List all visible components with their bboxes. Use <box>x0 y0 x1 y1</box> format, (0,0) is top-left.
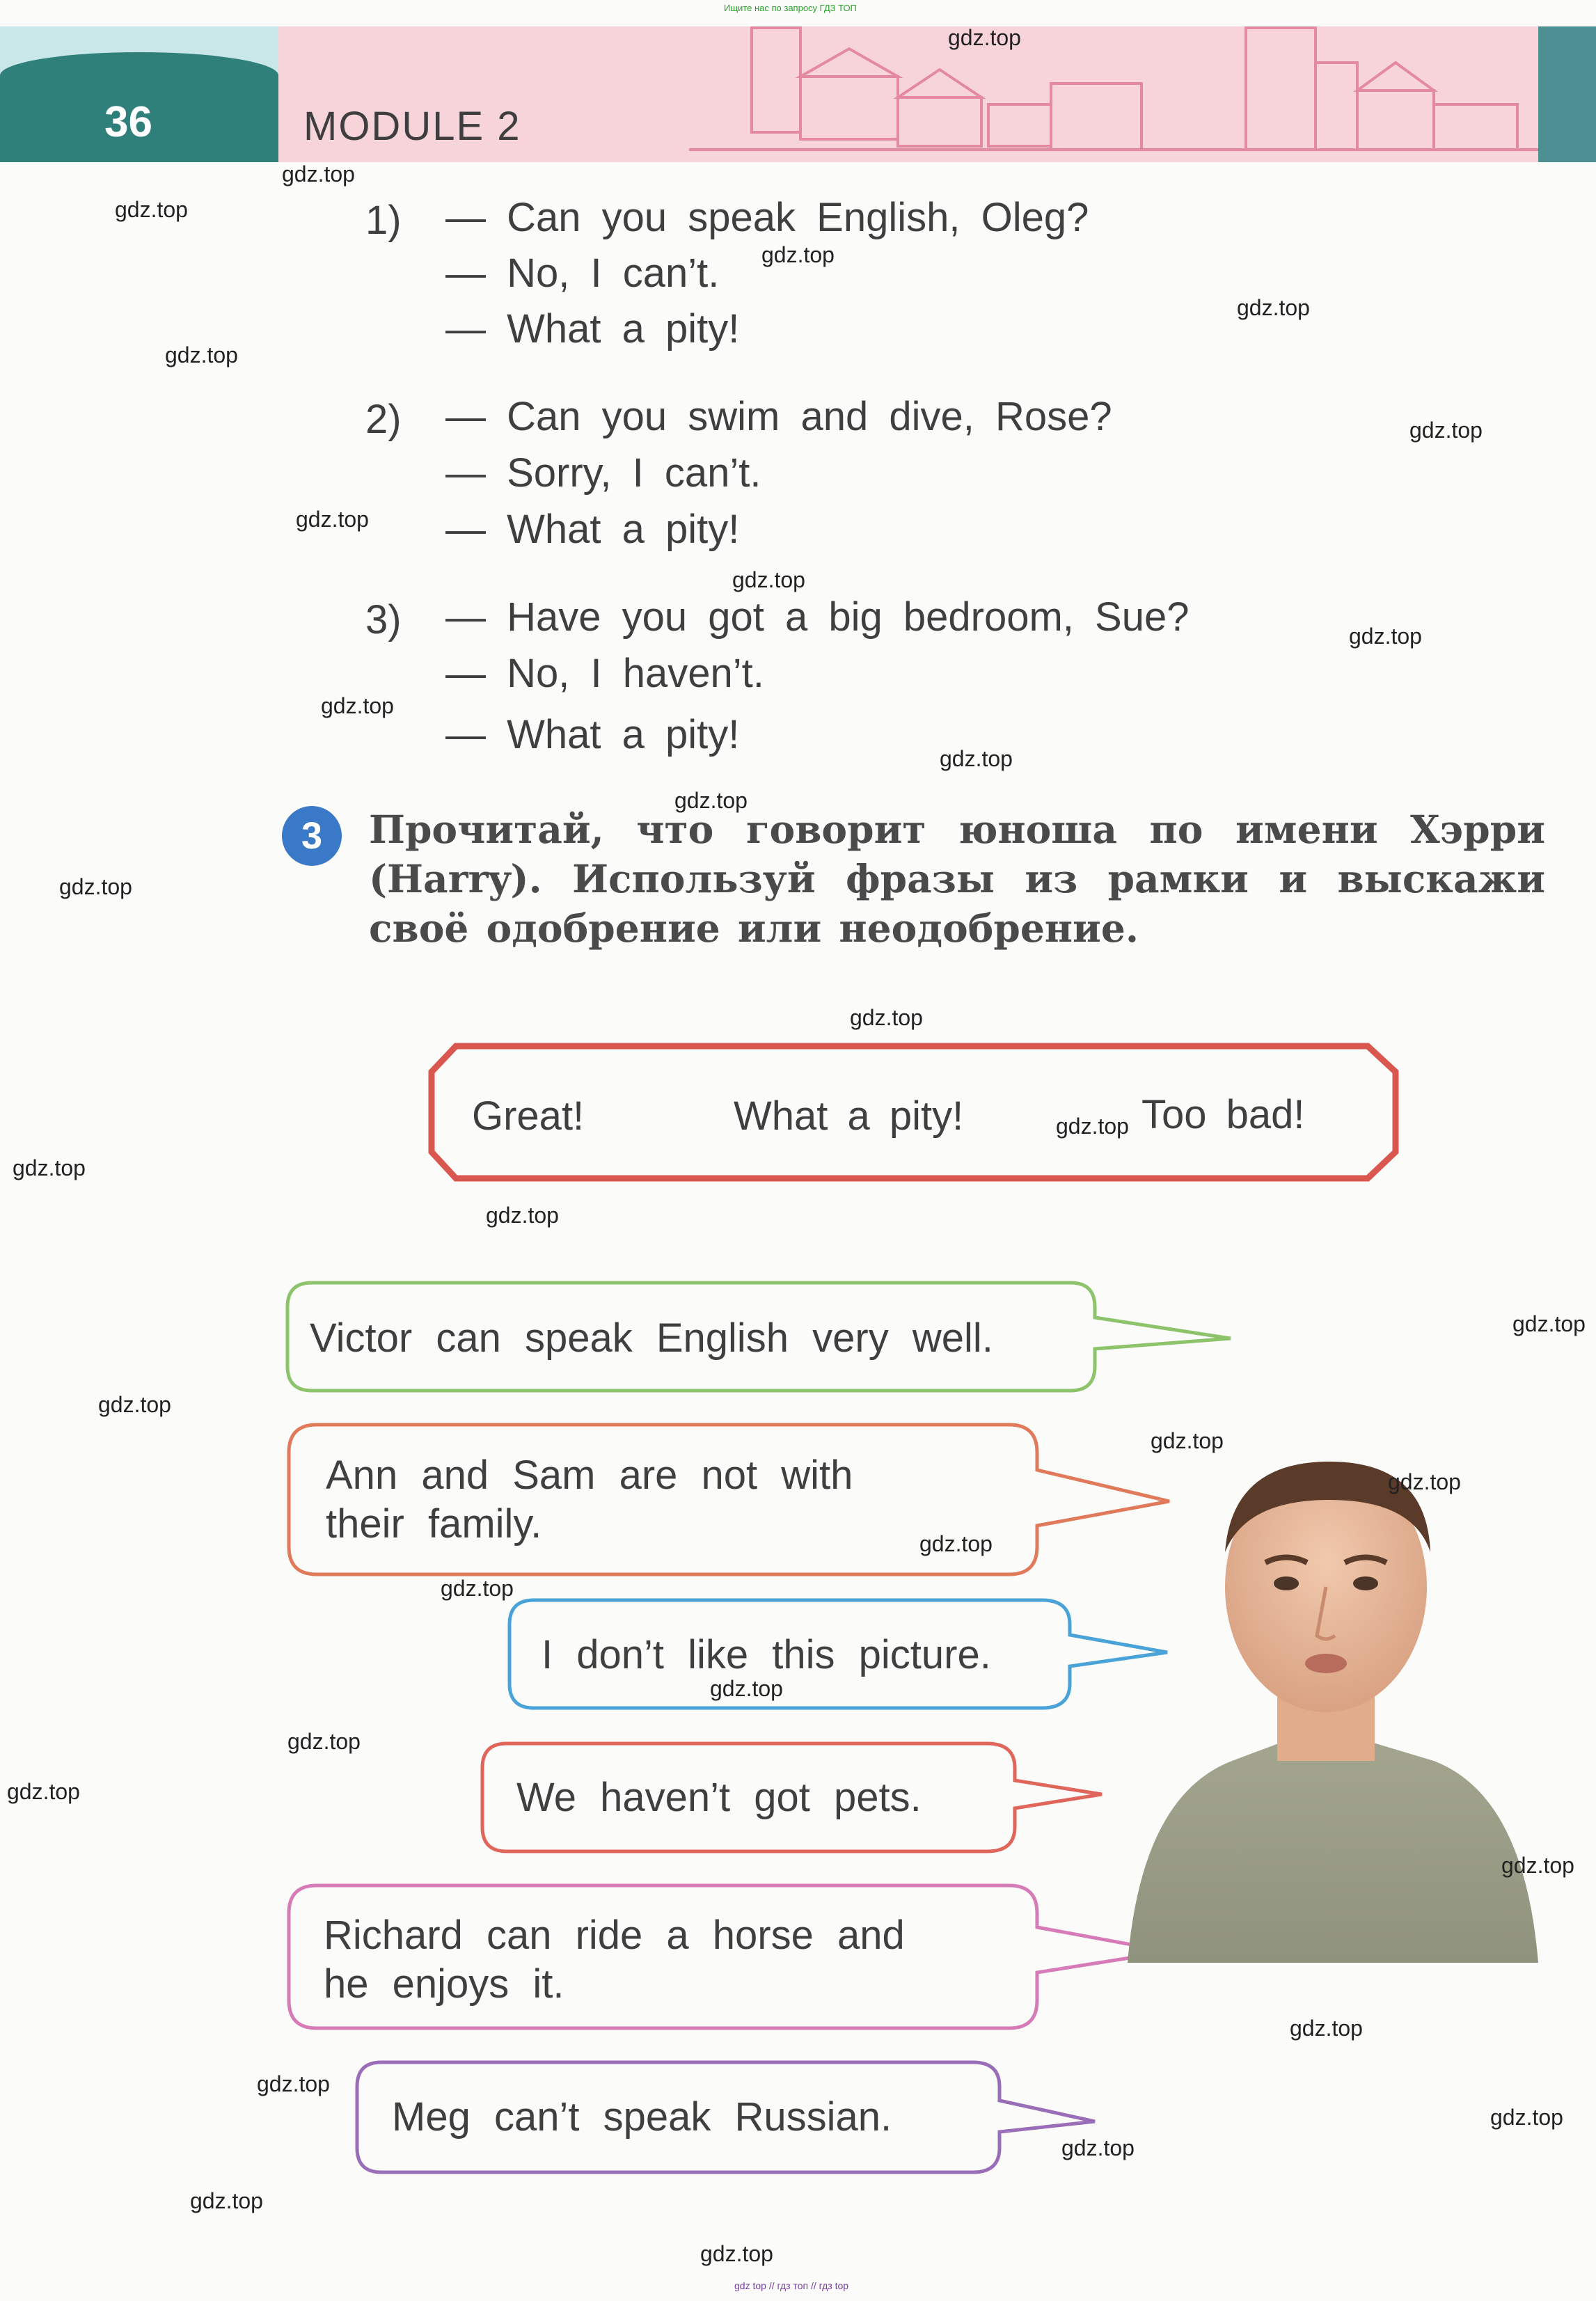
bubble-text: their family. <box>326 1501 542 1547</box>
bubble-text: We haven’t got pets. <box>516 1775 922 1820</box>
watermark: gdz.top <box>296 507 369 532</box>
watermark: gdz.top <box>674 788 748 813</box>
dialogue-number: 1) <box>365 198 402 243</box>
watermark: gdz.top <box>98 1392 171 1417</box>
page-number: 36 <box>104 98 152 146</box>
watermark: gdz.top <box>1290 2016 1363 2041</box>
watermark: gdz.top <box>115 197 188 222</box>
watermark: gdz.top <box>761 242 835 267</box>
watermark: gdz.top <box>1349 624 1422 649</box>
watermark: gdz.top <box>1490 2105 1563 2130</box>
dialogue-line: — Can you swim and dive, Rose? <box>445 394 1112 439</box>
dialogue-line: — What a pity! <box>445 712 740 757</box>
dialogue-line: — Sorry, I can’t. <box>445 450 761 496</box>
watermark: gdz.top <box>700 2241 773 2266</box>
bubble-text: Meg can’t speak Russian. <box>392 2094 892 2140</box>
watermark: gdz.top <box>1061 2135 1135 2160</box>
bubble-text: he enjoys it. <box>324 1961 564 2007</box>
watermark: gdz.top <box>1512 1311 1586 1336</box>
watermark: gdz.top <box>486 1203 559 1228</box>
watermark: gdz.top <box>1056 1114 1129 1139</box>
dialogue-line: — What a pity! <box>445 507 740 552</box>
watermark: gdz.top <box>1388 1469 1461 1494</box>
watermark: gdz.top <box>1237 295 1310 320</box>
watermark: gdz.top <box>1501 1853 1574 1878</box>
task-number-badge: 3 <box>282 806 342 866</box>
watermark: gdz.top <box>732 567 805 592</box>
watermark: gdz.top <box>190 2188 263 2213</box>
bubble-text: Richard can ride a horse and <box>324 1913 905 1958</box>
watermark: gdz.top <box>1409 418 1483 443</box>
top-note: Ищите нас по запросу ГДЗ ТОП <box>724 3 857 13</box>
watermark: gdz.top <box>940 746 1013 771</box>
watermark: gdz.top <box>59 874 132 899</box>
dialogue-number: 2) <box>365 397 402 442</box>
dialogue-number: 3) <box>365 597 402 642</box>
watermark: gdz.top <box>321 693 394 718</box>
dialogue-line: — What a pity! <box>445 306 740 351</box>
watermark: gdz.top <box>165 342 238 367</box>
watermark: gdz.top <box>13 1155 86 1180</box>
bubble-text: I don’t like this picture. <box>542 1632 991 1677</box>
dialogue-line: — No, I haven’t. <box>445 651 764 696</box>
watermark: gdz.top <box>287 1729 361 1754</box>
watermark: gdz.top <box>441 1576 514 1601</box>
dialogue-line: — Have you got a big bedroom, Sue? <box>445 594 1190 640</box>
phrase-what-a-pity: What a pity! <box>734 1093 964 1139</box>
watermark: gdz.top <box>1151 1428 1224 1453</box>
dialogue-line: — Can you speak English, Oleg? <box>445 195 1089 240</box>
task-instruction: Прочитай, что говорит юноша по имени Хэрри (Harry). Используй фразы из рамки и выскажи своё одобрение или неодобрение. <box>369 807 1545 951</box>
dialogue-line: — No, I can’t. <box>445 251 720 296</box>
watermark: gdz.top <box>948 25 1021 50</box>
phrase-too-bad: Too bad! <box>1141 1092 1305 1137</box>
watermark: gdz.top <box>282 161 355 187</box>
harry-photo <box>1114 1434 1545 1963</box>
phrase-great: Great! <box>472 1093 585 1139</box>
watermark: gdz.top <box>710 1676 783 1701</box>
module-title: MODULE 2 <box>303 104 521 149</box>
bottom-note: gdz top // гдз топ // гдз top <box>734 2280 849 2291</box>
buildings-illustration <box>689 21 1538 160</box>
right-edge-tab <box>1538 26 1596 162</box>
watermark: gdz.top <box>257 2071 330 2096</box>
bubble-text: Victor can speak English very well. <box>310 1315 993 1361</box>
watermark: gdz.top <box>7 1779 80 1804</box>
bubble-text: Ann and Sam are not with <box>326 1453 853 1498</box>
watermark: gdz.top <box>919 1531 993 1556</box>
watermark: gdz.top <box>850 1005 923 1030</box>
